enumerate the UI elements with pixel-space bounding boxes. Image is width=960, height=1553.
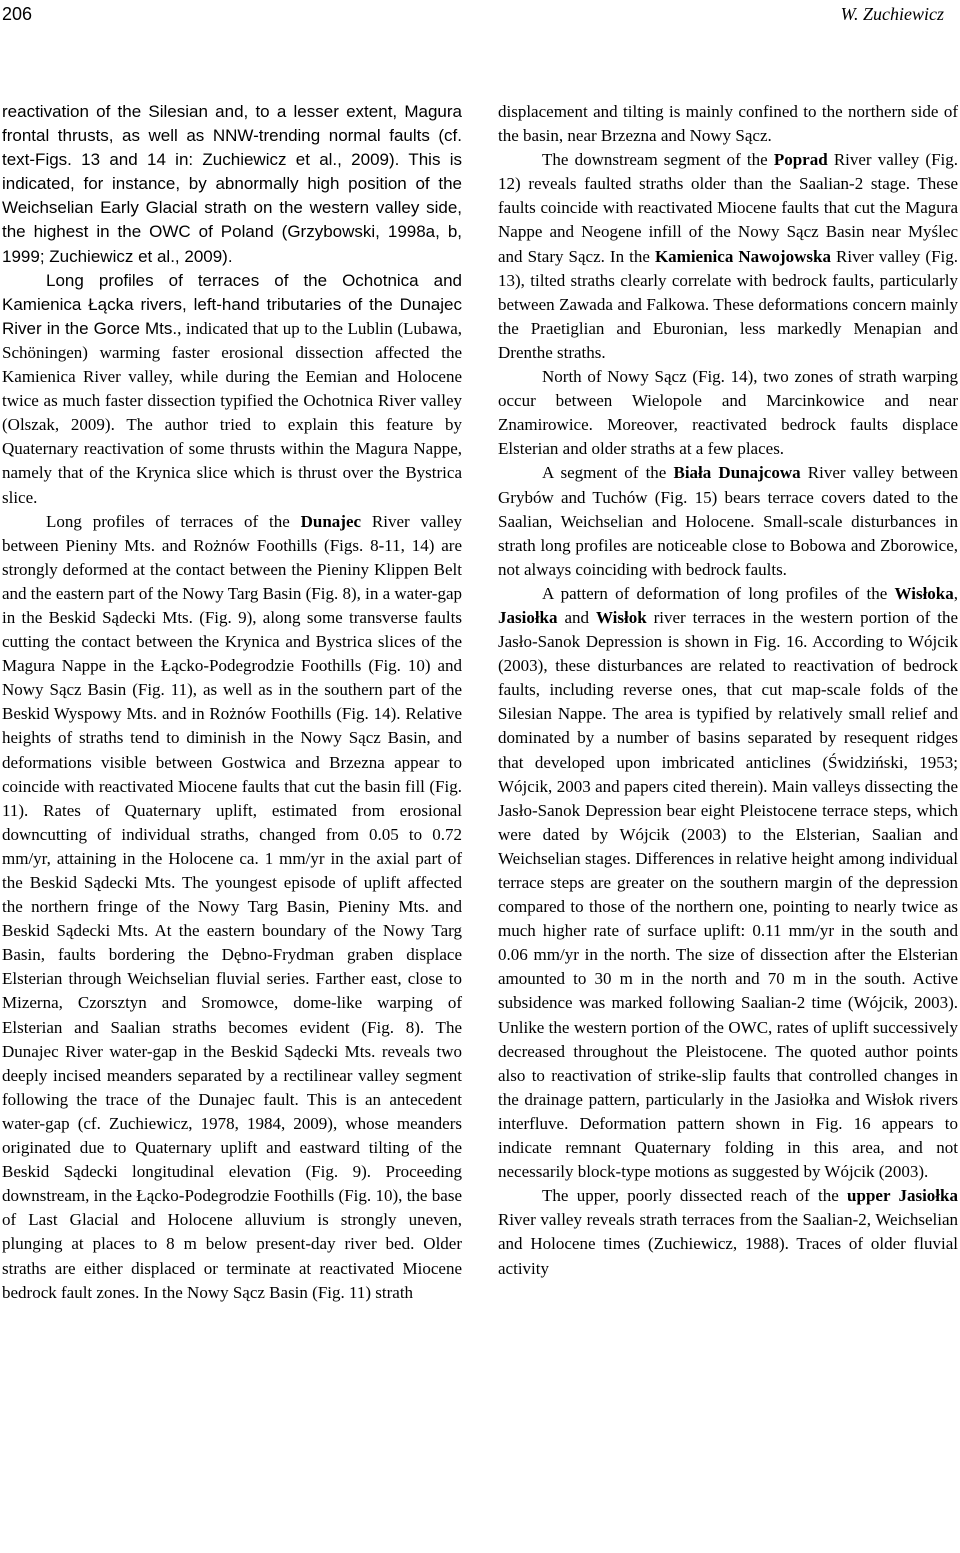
river-name: Wisłoka: [894, 583, 954, 603]
river-name: Kamienica Nawojowska: [654, 246, 831, 266]
page-number: 206: [2, 4, 33, 24]
text-run: reactivation of the Silesian and, to a lesser extent, Magura frontal thrusts, as well as NNW-trending normal faults (cf. text-Figs. 13 and 14 in: Zuchiewicz et al., 2009). This is indicated, for instance, by abnormally high position of the Weichselian Early Glacial strath on the western valley side, the highest in the OWC of Poland (Grzybowski, 1998a, b, 1999; Zuchiewicz et al., 2009).: [2, 102, 462, 266]
text-run: River valley (Fig. 13), tilted straths clearly correlate with bedrock faults, particularly between Zawada and Falkowa. These deformations concern mainly the Praetiglian and Eburonian, less markedly Menapian and Drenthe straths.: [498, 246, 958, 362]
text-run: Long profiles of terraces of the Ochotnica and Kamienica Łącka rivers, left-hand tributaries of the Dunajec River in the Gorce Mts.: [2, 270, 462, 338]
text-run: A pattern of deformation of long profiles of the: [542, 583, 895, 603]
text-run: River valley between Pieniny Mts. and Rożnów Foothills (Figs. 8-11, 14) are strongly deformed at the contact between the Pieniny Klippen Belt and the eastern part of the Nowy Targ Basin (Fig. 8), in a water-gap in the Beskid Sądecki Mts. (Fig. 9), along some transverse faults cutting the contact between the Krynica and Bystrica slices of the Magura Nappe in the Łącko-Podegrodzie Foothills (Fig. 10) and Nowy Sącz Basin (Fig. 11), as well as in the southern part of the Beskid Wyspowy Mts. and in Rożnów Foothills (Fig. 14). Relative heights of straths tend to diminish in the Nowy Sącz Basin, and deformations visible between Gostwica and Brzezna appear to coincide with reactivated Miocene faults that cut the basin fill (Fig. 11). Rates of Quaternary uplift, estimated from erosional downcutting of individual straths, changed from 0.05 to 0.72 mm/yr, attaining in the Holocene ca. 1 mm/yr in the axial part of the Beskid Sądecki Mts. The youngest episode of uplift affected the northern fringe of the Nowy Targ Basin, Pieniny Mts. and Beskid Sądecki Mts. At the eastern boundary of the Nowy Targ Basin, faults bordering the Dębno-Frydman graben displace Elsterian through Weichselian fluvial series. Farther east, close to Mizerna, Czorsztyn and Sromowce, dome-like warping of Elsterian and Saalian straths becomes evident (Fig. 8). The Dunajec River water-gap in the Beskid Sądecki Mts. reveals two deeply incised meanders separated by a rectilinear valley segment following the trace of the Dunajec fault. This is an antecedent water-gap (cf. Zuchiewicz, 1978, 1984, 2009), whose meanders originated due to Quaternary uplift and eastward tilting of the Beskid Sądecki longitudinal elevation (Fig. 9). Proceeding downstream, in the Łącko-Podegrodzie Foothills (Fig. 10), the base of Last Glacial and Holocene alluvium is strongly uneven, plunging at places to 8 m below present-day river bed. Older straths are either displaced or terminate at reactivated Miocene bedrock fault zones. In the Nowy Sącz Basin (Fig. 11) strath: [2, 511, 463, 1302]
text-run: North of Nowy Sącz (Fig. 14), two zones of strath warping occur between Wielopole and Marcinkowice and near Znamirowice. Moreover, reactivated bedrock faults displace Elsterian and older straths at a few places.: [498, 367, 958, 459]
river-name: Biała Dunajcowa: [673, 463, 801, 483]
paragraph-1: [2, 100, 462, 269]
page-header: [2, 4, 944, 26]
paragraph-8: [498, 582, 958, 1184]
text-run: River valley (Fig. 12) reveals faulted straths older than the Saalian-2 stage. These faults coincide with reactivated Miocene faults that cut the Magura Nappe and Neogene infill of the Nowy Sącz Basin near Myślec and Stary Sącz. In the: [498, 150, 958, 266]
running-head: W. Zuchiewicz: [840, 4, 944, 24]
right-column: [498, 100, 958, 1281]
text-run: River valley between Grybów and Tuchów (Fig. 15) bears terrace covers dated to the Saalian, Weichselian and Holocene. Small-scale disturbances in strath long profiles are noticeable close to Bobowa and Zborowice, not always coinciding with bedrock faults.: [498, 463, 958, 579]
paragraph-5: [498, 148, 958, 365]
text-run: , indicated that up to the Lublin (Lubawa, Schöningen) warming faster erosional dissection affected the Kamienica River valley, while during the Eemian and Holocene twice as much faster dissection typified the Ochotnica River valley (Olszak, 2009). The author tried to explain this feature by Quaternary reactivation of some thrusts within the Magura Nappe, namely that of the Krynica slice which is thrust over the Bystrica slice.: [2, 318, 462, 507]
river-name: upper Jasiołka: [847, 1186, 958, 1206]
text-run: ,: [953, 583, 958, 603]
text-run: The downstream segment of the: [542, 150, 774, 170]
paragraph-7: [498, 461, 958, 581]
text-run: River valley reveals strath terraces from the Saalian-2, Weichselian and Holocene times (Zuchiewicz, 1988). Traces of older fluvial activity: [498, 1210, 958, 1278]
text-run: river terraces in the western portion of the Jasło-Sanok Depression is shown in Fig. 16. According to Wójcik (2003), these disturbances are related to reactivation of bedrock faults, including reverse ones, that cut map-scale folds of the Silesian Nappe. The area is typified by relatively small relief and dominated by a number of basins separated by resequent ridges that developed upon imbricated anticlines (Świdziński, 1953; Wójcik, 2003 and papers cited therein). Main valleys dissecting the Jasło-Sanok Depression bear eight Pleistocene terrace steps, which were dated by Wójcik (2003) to the Elsterian, Saalian and Weichselian stages. Differences in relative height among individual terrace steps are greater on the southern margin of the depression compared to those of the northern one, pointing to nearly twice as much higher rate of surface uplift: 0.11 mm/yr in the south and 0.06 mm/yr in the north. The size of dissection after the Elsterian amounted to 30 m in the north and 70 m in the south. Active subsidence was marked following Saalian-2 time (Wójcik, 2003). Unlike the western portion of the OWC, rates of uplift successively decreased throughout the Pleistocene. The quoted author points also to reactivation of strike-slip faults that controlled changes in the drainage pattern, particularly in the Jasiołka and Wisłok rivers interfluve. Deformation pattern shown in Fig. 16 appears to indicate remnant Quaternary folding in this area, and not necessarily block-type motions as suggested by Wójcik (2003).: [498, 607, 958, 1182]
text-run: The upper, poorly dissected reach of the: [542, 1186, 848, 1206]
text-run: Long profiles of terraces of the: [46, 511, 301, 531]
text-run: A segment of the: [542, 463, 674, 483]
paragraph-3: [2, 510, 462, 1305]
paragraph-6: [498, 365, 958, 461]
river-name: Jasiołka: [498, 607, 558, 627]
paragraph-2: [2, 269, 462, 510]
paragraph-9: [498, 1184, 958, 1280]
text-run: displacement and tilting is mainly confined to the northern side of the basin, near Brzezna and Nowy Sącz.: [498, 102, 958, 146]
river-name: Wisłok: [595, 607, 647, 627]
river-name: Poprad: [773, 150, 828, 170]
text-run: and: [557, 607, 596, 627]
river-name: Dunajec: [300, 511, 362, 531]
left-column: [2, 100, 462, 1305]
paragraph-4: [498, 100, 958, 148]
